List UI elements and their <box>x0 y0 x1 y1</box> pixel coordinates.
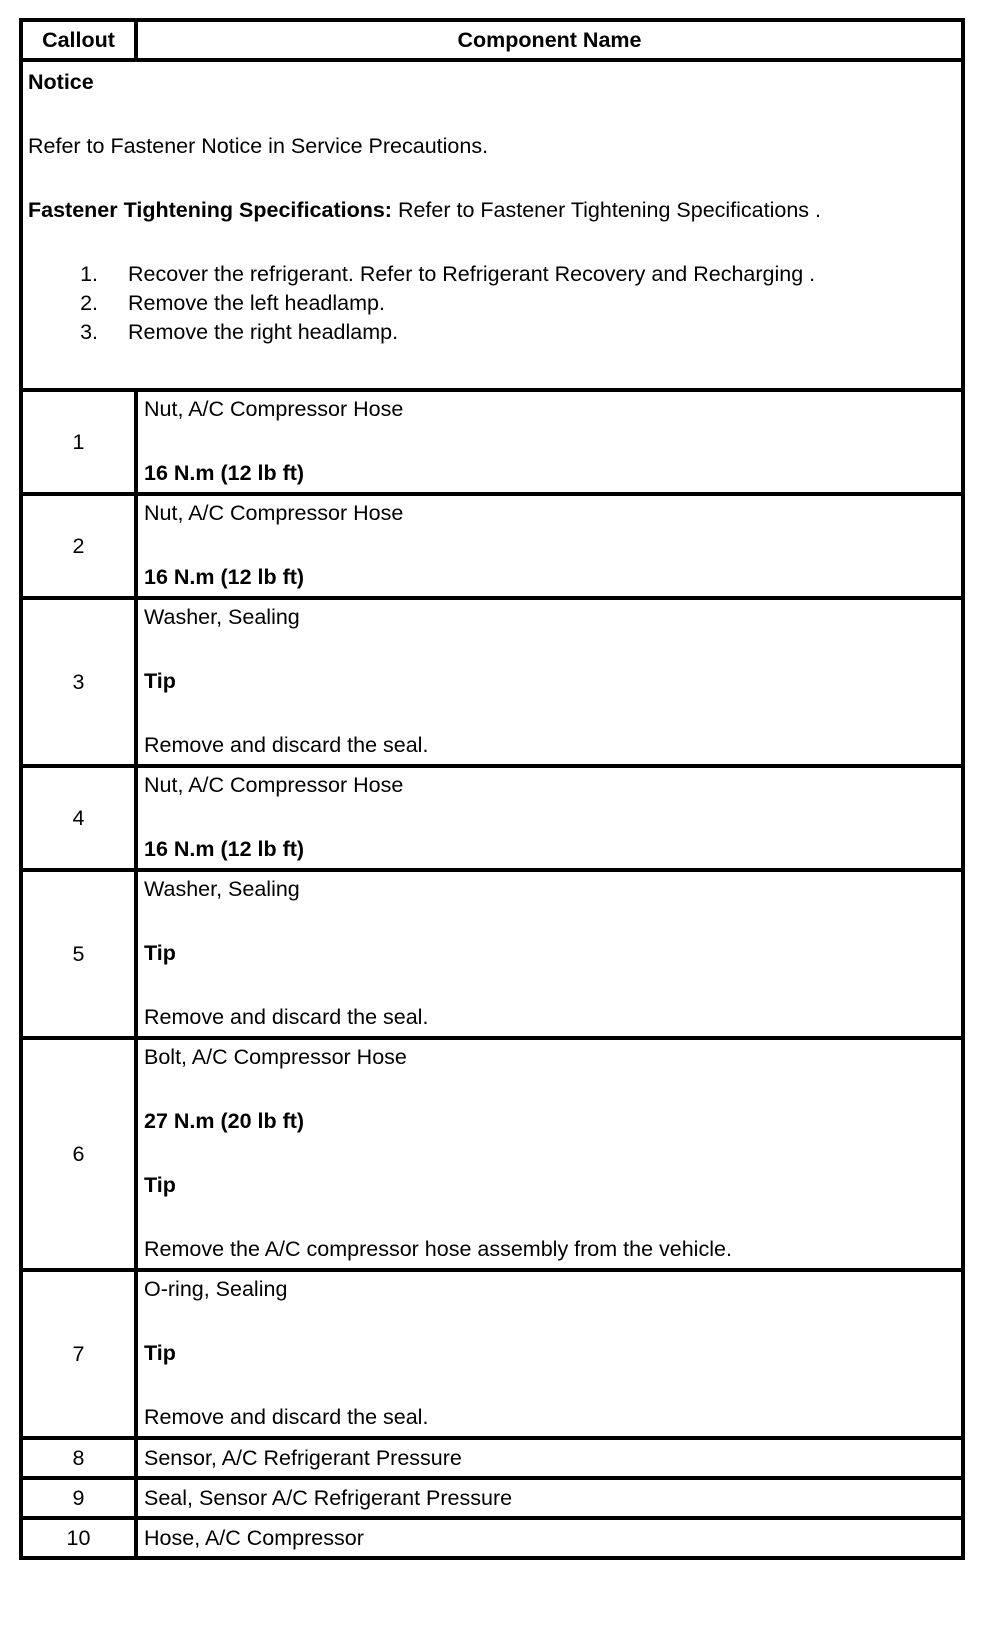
table-row <box>21 1478 963 1518</box>
table-row <box>21 598 963 766</box>
component-name: Bolt, A/C Compressor Hose <box>144 1045 407 1069</box>
component-name: O-ring, Sealing <box>144 1277 288 1301</box>
callout-number: 1 <box>21 390 136 494</box>
callout-number: 4 <box>21 766 136 870</box>
tip-text: Remove and discard the seal. <box>144 1005 429 1029</box>
callout-number: 8 <box>21 1438 136 1478</box>
table-row <box>21 1038 963 1270</box>
component-name: Seal, Sensor A/C Refrigerant Pressure <box>136 1478 963 1518</box>
component-name: Nut, A/C Compressor Hose <box>144 773 404 797</box>
components-table <box>19 18 965 1560</box>
table-row <box>21 390 963 494</box>
step-item: 3. Remove the right headlamp. <box>80 320 399 344</box>
step-item: 1. Recover the refrigerant. Refer to Refrigerant Recovery and Recharging . <box>80 262 816 286</box>
component-name: Sensor, A/C Refrigerant Pressure <box>136 1438 963 1478</box>
tip-label: Tip <box>144 941 176 965</box>
callout-header: Callout <box>21 20 136 60</box>
callout-number: 5 <box>21 870 136 1038</box>
component-name: Hose, A/C Compressor <box>136 1518 963 1558</box>
torque-spec: 16 N.m (12 lb ft) <box>144 837 305 861</box>
component-name: Washer, Sealing <box>144 877 300 901</box>
notice-text: Refer to Fastener Notice in Service Precautions. <box>28 134 489 158</box>
component-cell <box>136 766 963 870</box>
fastener-spec <box>28 196 961 225</box>
component-name: Washer, Sealing <box>144 605 300 629</box>
tip-text: Remove and discard the seal. <box>144 733 429 757</box>
component-cell <box>136 494 963 598</box>
tip-label: Tip <box>144 1341 176 1365</box>
table-row <box>21 1518 963 1558</box>
header-row <box>21 20 963 60</box>
table-row <box>21 494 963 598</box>
component-name: Nut, A/C Compressor Hose <box>144 501 404 525</box>
table-row <box>21 870 963 1038</box>
table-row <box>21 1270 963 1438</box>
component-cell <box>136 870 963 1038</box>
tip-label: Tip <box>144 1173 176 1197</box>
tip-label: Tip <box>144 669 176 693</box>
callout-number: 3 <box>21 598 136 766</box>
component-cell <box>136 1270 963 1438</box>
notice-row <box>21 60 963 390</box>
component-cell <box>136 598 963 766</box>
table-row <box>21 766 963 870</box>
callout-number: 6 <box>21 1038 136 1270</box>
step-item: 2. Remove the left headlamp. <box>80 291 385 315</box>
procedure-steps <box>28 260 961 347</box>
torque-spec: 16 N.m (12 lb ft) <box>144 461 305 485</box>
component-name: Nut, A/C Compressor Hose <box>144 397 404 421</box>
torque-spec: 16 N.m (12 lb ft) <box>144 565 305 589</box>
tip-text: Remove and discard the seal. <box>144 1405 429 1429</box>
fastener-spec-label: Fastener Tightening Specifications: <box>28 198 392 222</box>
component-cell <box>136 390 963 494</box>
notice-cell <box>21 60 963 390</box>
callout-number: 9 <box>21 1478 136 1518</box>
component-cell <box>136 1038 963 1270</box>
callout-number: 2 <box>21 494 136 598</box>
callout-number: 10 <box>21 1518 136 1558</box>
fastener-spec-text: Refer to Fastener Tightening Specifications . <box>391 198 822 222</box>
tip-text: Remove the A/C compressor hose assembly from the vehicle. <box>144 1237 732 1261</box>
component-name-header: Component Name <box>136 20 963 60</box>
torque-spec: 27 N.m (20 lb ft) <box>144 1109 305 1133</box>
notice-title: Notice <box>28 70 94 94</box>
table-row <box>21 1438 963 1478</box>
callout-number: 7 <box>21 1270 136 1438</box>
